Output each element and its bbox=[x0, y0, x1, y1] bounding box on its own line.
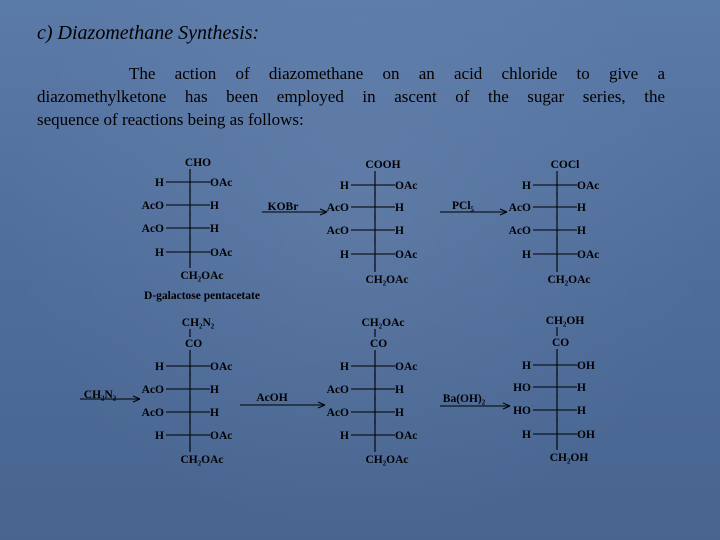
ketose-bottom-group: CH₂OH bbox=[549, 452, 589, 464]
d-galactose-pentaacetate-caption: D-galactose pentacetate bbox=[144, 290, 260, 302]
reagent-kobr: KOBr bbox=[267, 201, 299, 213]
acetoxyketone-right-substituent: OAc bbox=[395, 361, 418, 373]
d-galactose-pentaacetate-right-substituent: OAc bbox=[210, 177, 233, 189]
ketose-top-group: CH₂OH bbox=[545, 315, 585, 327]
diazoketone-left-substituent: H bbox=[155, 361, 164, 373]
d-galactose-pentaacetate-top-group: CHO bbox=[184, 157, 212, 169]
acid-top-group: COOH bbox=[365, 159, 401, 171]
acid-chloride-right-substituent: OAc bbox=[577, 249, 600, 261]
diazoketone-top-group: CH₂N₂ bbox=[181, 317, 215, 329]
acid-right-substituent: H bbox=[395, 225, 404, 237]
diazoketone-left-substituent: AcO bbox=[141, 407, 164, 419]
diazoketone-right-substituent: OAc bbox=[210, 361, 233, 373]
ketose-left-substituent: HO bbox=[513, 405, 531, 417]
acid-left-substituent: AcO bbox=[326, 225, 349, 237]
acetoxyketone-right-substituent: OAc bbox=[395, 430, 418, 442]
diazoketone-left-substituent: H bbox=[155, 430, 164, 442]
diazoketone-right-substituent: H bbox=[210, 407, 219, 419]
reagent-baoh2: Ba(OH)₂ bbox=[442, 393, 486, 405]
d-galactose-pentaacetate-right-substituent: H bbox=[210, 223, 219, 235]
diazoketone-left-substituent: AcO bbox=[141, 384, 164, 396]
ketose-right-substituent: H bbox=[577, 405, 586, 417]
ketose-right-substituent: OH bbox=[577, 360, 595, 372]
slide-title: c) Diazomethane Synthesis: bbox=[37, 22, 260, 44]
acid-right-substituent: H bbox=[395, 202, 404, 214]
reagent-pcl5: PCl₅ bbox=[452, 200, 474, 212]
d-galactose-pentaacetate-left-substituent: AcO bbox=[141, 200, 164, 212]
reagent-acoh: AcOH bbox=[256, 392, 288, 404]
acid-bottom-group: CH₂OAc bbox=[365, 274, 409, 286]
acid-left-substituent: H bbox=[340, 180, 349, 192]
ketose-right-substituent: OH bbox=[577, 429, 595, 441]
acid-chloride-bottom-group: CH₂OAc bbox=[547, 274, 591, 286]
d-galactose-pentaacetate-bottom-group: CH₂OAc bbox=[180, 270, 224, 282]
ketose-left-substituent: HO bbox=[513, 382, 531, 394]
acetoxyketone-right-substituent: H bbox=[395, 384, 404, 396]
paragraph-line-1: The action of diazomethane on an acid chloride to give a bbox=[129, 64, 665, 83]
reagent-ch2n2: CH₂N₂ bbox=[83, 389, 117, 401]
acid-chloride-right-substituent: H bbox=[577, 202, 586, 214]
d-galactose-pentaacetate-left-substituent: AcO bbox=[141, 223, 164, 235]
paragraph-line-3: sequence of reactions being as follows: bbox=[37, 110, 304, 129]
acetoxyketone-top-group: CH₂OAc bbox=[361, 317, 405, 329]
ketose-right-substituent: H bbox=[577, 382, 586, 394]
acid-chloride-left-substituent: H bbox=[522, 249, 531, 261]
acetoxyketone-left-substituent: H bbox=[340, 361, 349, 373]
acid-chloride-right-substituent: OAc bbox=[577, 180, 600, 192]
acid-right-substituent: OAc bbox=[395, 249, 418, 261]
ketose-left-substituent: H bbox=[522, 429, 531, 441]
diazoketone-bottom-group: CH₂OAc bbox=[180, 454, 224, 466]
d-galactose-pentaacetate-right-substituent: H bbox=[210, 200, 219, 212]
acetoxyketone-right-substituent: H bbox=[395, 407, 404, 419]
d-galactose-pentaacetate-right-substituent: OAc bbox=[210, 247, 233, 259]
acid-chloride-right-substituent: H bbox=[577, 225, 586, 237]
diazoketone-right-substituent: H bbox=[210, 384, 219, 396]
acid-chloride-left-substituent: AcO bbox=[508, 225, 531, 237]
d-galactose-pentaacetate-left-substituent: H bbox=[155, 177, 164, 189]
acid-chloride-top-group: COCl bbox=[550, 159, 580, 171]
acid-left-substituent: AcO bbox=[326, 202, 349, 214]
d-galactose-pentaacetate-left-substituent: H bbox=[155, 247, 164, 259]
acetoxyketone-left-substituent: H bbox=[340, 430, 349, 442]
acid-chloride-left-substituent: H bbox=[522, 180, 531, 192]
acetoxyketone-carbonyl: CO bbox=[370, 338, 388, 350]
acetoxyketone-bottom-group: CH₂OAc bbox=[365, 454, 409, 466]
diazoketone-right-substituent: OAc bbox=[210, 430, 233, 442]
acid-chloride-left-substituent: AcO bbox=[508, 202, 531, 214]
acetoxyketone-left-substituent: AcO bbox=[326, 384, 349, 396]
ketose-carbonyl: CO bbox=[552, 337, 570, 349]
acetoxyketone-left-substituent: AcO bbox=[326, 407, 349, 419]
acid-left-substituent: H bbox=[340, 249, 349, 261]
ketose-left-substituent: H bbox=[522, 360, 531, 372]
acid-right-substituent: OAc bbox=[395, 180, 418, 192]
paragraph-line-2: diazomethylketone has been employed in ascent of the sugar series, the bbox=[37, 87, 665, 106]
diazoketone-carbonyl: CO bbox=[185, 338, 203, 350]
